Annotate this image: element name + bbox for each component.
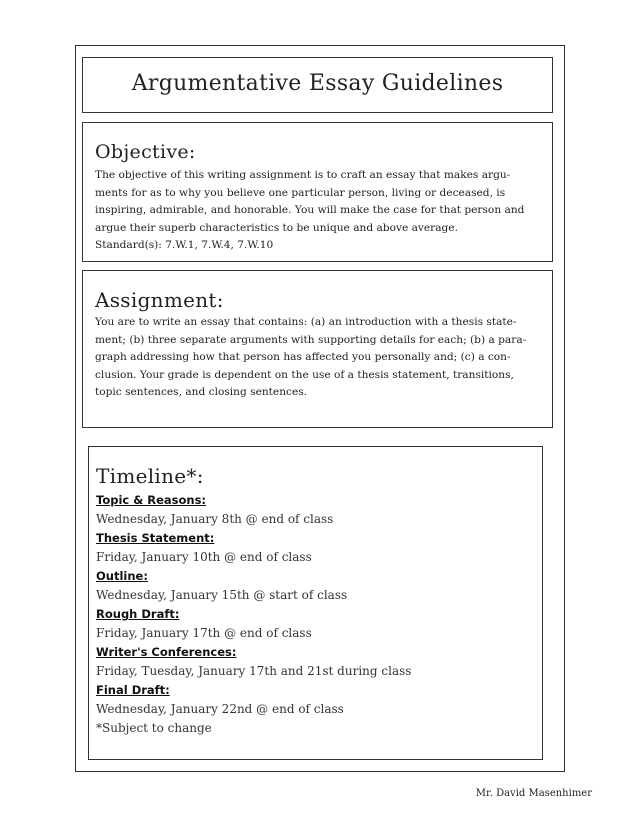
timeline-item-date: Wednesday, January 22nd @ end of class: [96, 702, 344, 716]
timeline-list: [96, 491, 536, 738]
timeline-item-date: Wednesday, January 15th @ start of class: [96, 588, 348, 602]
assignment-line: ment; (b) three separate arguments with supporting details for each; (b) a para-: [95, 333, 527, 346]
assignment-line: You are to write an essay that contains: (a) an introduction with a thesis state-: [95, 316, 517, 328]
title-box: [82, 57, 553, 113]
author-name: Mr. David Masenhimer: [475, 788, 592, 799]
objective-section: [82, 122, 553, 262]
timeline-item-date: Wednesday, January 8th @ end of class: [96, 512, 334, 526]
timeline-item-label: Outline:: [96, 569, 148, 583]
objective-line: argue their superb characteristics to be unique and above average.: [95, 221, 458, 234]
objective-standards: Standard(s): 7.W.1, 7.W.4, 7.W.10: [95, 239, 274, 251]
assignment-section: [82, 270, 553, 428]
timeline-item-label: Rough Draft:: [96, 607, 180, 621]
timeline-item-label: Final Draft:: [96, 683, 170, 697]
timeline-item-label: Writer's Conferences:: [96, 645, 237, 659]
assignment-line: graph addressing how that person has affected you personally and; (c) a con-: [95, 351, 511, 363]
objective-line: ments for as to why you believe one particular person, living or deceased, is: [95, 186, 506, 199]
assignment-line: topic sentences, and closing sentences.: [95, 386, 308, 398]
timeline-item-label: Topic & Reasons:: [96, 493, 207, 507]
assignment-heading: Assignment:: [95, 288, 224, 312]
timeline-item-date: Friday, Tuesday, January 17th and 21st during class: [96, 664, 412, 678]
timeline-note: *Subject to change: [96, 721, 212, 735]
objective-line: inspiring, admirable, and honorable. You will make the case for that person and: [95, 204, 525, 216]
objective-text: [95, 167, 545, 255]
assignment-line: clusion. Your grade is dependent on the use of a thesis statement, transitions,: [95, 368, 514, 381]
objective-heading: Objective:: [95, 141, 196, 163]
objective-line: The objective of this writing assignment is to craft an essay that makes argu-: [95, 169, 511, 181]
assignment-text: [95, 314, 545, 402]
timeline-item-date: Friday, January 17th @ end of class: [96, 626, 312, 640]
timeline-item-date: Friday, January 10th @ end of class: [96, 550, 312, 564]
page-title: Argumentative Essay Guidelines: [131, 71, 504, 96]
timeline-item-label: Thesis Statement:: [96, 531, 215, 545]
timeline-section: [88, 446, 543, 760]
timeline-heading: Timeline*:: [96, 464, 204, 488]
